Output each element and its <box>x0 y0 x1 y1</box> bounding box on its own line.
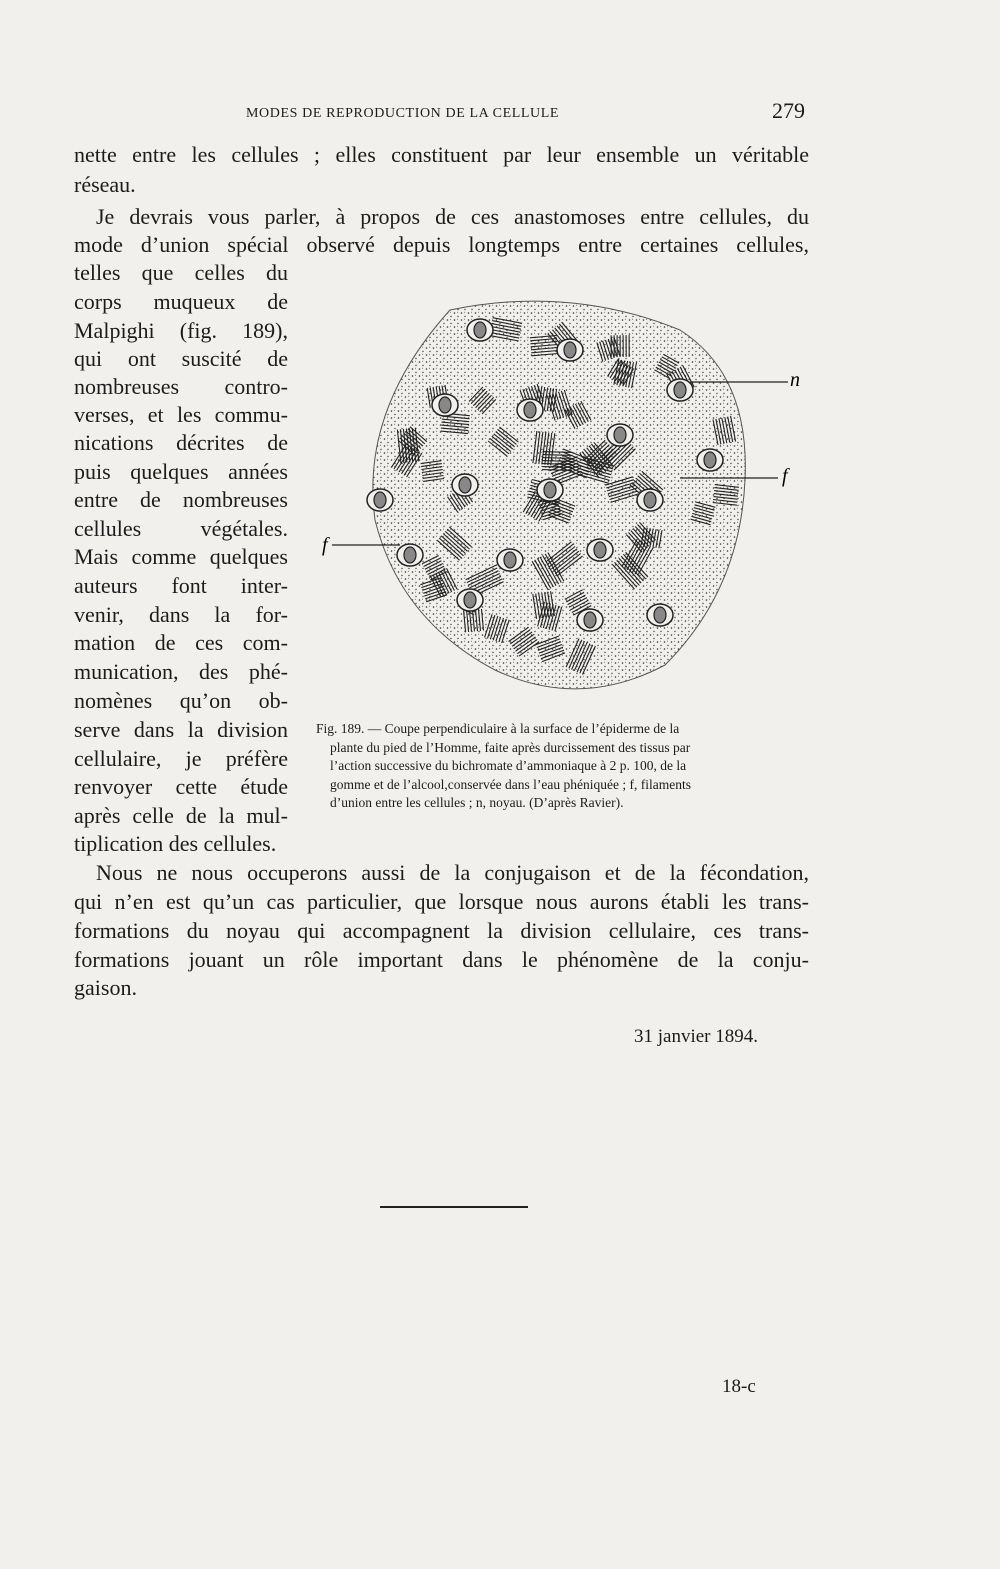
body-line-narrow: nications décrites de <box>74 430 288 455</box>
body-line-narrow: qui ont suscité de <box>74 346 288 371</box>
caption-line: Fig. 189. — Coupe perpendiculaire à la surface de l’épiderme de la <box>316 721 680 736</box>
figure-caption <box>316 720 818 813</box>
body-line-narrow: Mais comme quelques <box>74 544 288 569</box>
cell-nucleus <box>647 604 673 626</box>
body-line: qui n’en est qu’un cas particulier, que lorsque nous aurons établi les trans- <box>74 889 809 914</box>
body-line: Nous ne nous occuperons aussi de la conjugaison et de la fécondation, <box>96 860 809 885</box>
caption-line: d’union entre les cellules ; n, noyau. (D’après Ravier). <box>330 795 624 811</box>
body-line-narrow: mation de ces com- <box>74 630 288 655</box>
caption-line: gomme et de l’alcool,conservée dans l’eau phéniquée ; f, filaments <box>330 776 691 792</box>
cell-nucleus <box>587 539 613 561</box>
signature-mark: 18-c <box>722 1376 756 1397</box>
body-line: mode d’union spécial observé depuis longtemps entre certaines cellules, <box>74 232 809 257</box>
body-line-narrow: Malpighi (fig. 189), <box>74 318 288 343</box>
epidermis-illustration <box>320 290 820 710</box>
running-title: MODES DE REPRODUCTION DE LA CELLULE <box>246 106 560 121</box>
label-n: n <box>790 369 800 391</box>
label-f-right: f <box>782 465 788 487</box>
body-line: gaison. <box>74 975 137 1000</box>
cell-nucleus <box>607 424 633 446</box>
body-line: formations jouant un rôle important dans le phénomène de la conju- <box>74 947 809 972</box>
body-line-narrow: verses, et les commu- <box>74 402 288 427</box>
body-line: formations du noyau qui accompagnent la division cellulaire, ces trans- <box>74 918 809 943</box>
caption-line: plante du pied de l’Homme, faite après durcissement des tissus par <box>330 739 691 755</box>
body-line-narrow: puis quelques années <box>74 459 288 484</box>
body-line: Je devrais vous parler, à propos de ces anastomoses entre cellules, du <box>96 204 809 229</box>
body-line-narrow: nomènes qu’on ob- <box>74 688 288 713</box>
body-line-narrow: telles que celles du <box>74 260 288 285</box>
cell-nucleus <box>667 379 693 401</box>
cell-nucleus <box>537 479 563 501</box>
body-line-narrow: renvoyer cette étude <box>74 774 288 799</box>
body-line-narrow: entre de nombreuses <box>74 487 288 512</box>
body-line-narrow: corps muqueux de <box>74 289 288 314</box>
body-line-narrow: munication, des phé- <box>74 659 288 684</box>
cell-nucleus <box>517 399 543 421</box>
body-line-narrow: tiplication des cellules. <box>74 831 277 856</box>
date-line: 31 janvier 1894. <box>634 1026 759 1047</box>
body-line-narrow: nombreuses contro- <box>74 374 288 399</box>
body-line-narrow: après celle de la mul- <box>74 803 288 828</box>
cell-nucleus <box>577 609 603 631</box>
cell-nucleus <box>452 474 478 496</box>
page-number: 279 <box>772 98 805 123</box>
cell-nucleus <box>557 339 583 361</box>
body-line: réseau. <box>74 172 136 197</box>
body-line-narrow: auteurs font inter- <box>74 573 288 598</box>
body-line-narrow: venir, dans la for- <box>74 602 288 627</box>
cell-nucleus <box>397 544 423 566</box>
cell-nucleus <box>457 589 483 611</box>
label-f-left: f <box>322 534 328 556</box>
cell-nucleus <box>467 319 493 341</box>
body-line-narrow: cellulaire, je préfère <box>74 746 288 771</box>
body-line-narrow: serve dans la division <box>74 717 288 742</box>
cell-nucleus <box>637 489 663 511</box>
cell-nucleus <box>697 449 723 471</box>
cell-nucleus <box>432 394 458 416</box>
section-rule <box>380 1206 528 1208</box>
caption-line: l’action successive du bichromate d’ammoniaque à 2 p. 100, de la <box>330 758 687 774</box>
body-line: nette entre les cellules ; elles constituent par leur ensemble un véritable <box>74 142 809 167</box>
cell-nucleus <box>497 549 523 571</box>
body-line-narrow: cellules végétales. <box>74 516 288 541</box>
cell-nucleus <box>367 489 393 511</box>
